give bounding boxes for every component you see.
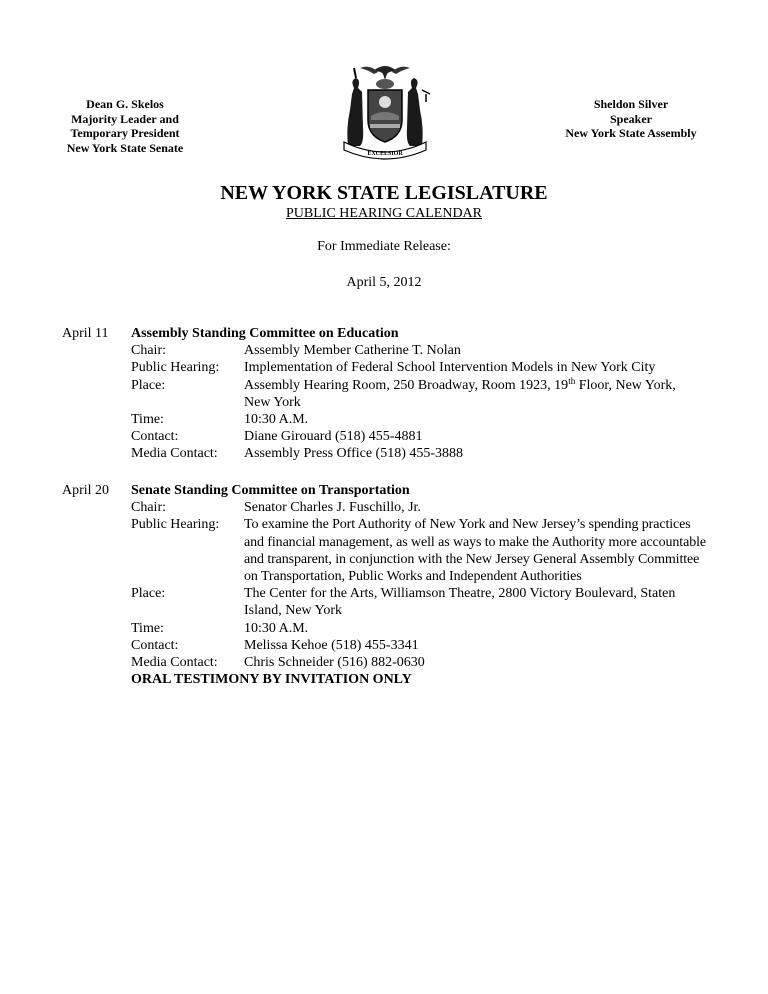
chair-label: Chair: [131,343,166,359]
contact-value: Diane Girouard (518) 455-4881 [244,429,423,445]
assembly-speaker-name: Sheldon Silver [593,97,669,111]
media-contact-value: Chris Schneider (516) 882-0630 [244,655,425,671]
seal-figure-liberty [347,78,363,146]
chair-row [131,342,722,359]
time-row [131,620,722,637]
seal-motto: EXCELSIOR [367,151,403,157]
media-contact-row [131,654,722,671]
senate-leader-name: Dean G. Skelos [86,97,164,111]
release-label: For Immediate Release: [317,239,451,254]
time-label: Time: [131,412,164,428]
public-hearing-value: Implementation of Federal School Intervention Models in New York City [244,360,656,376]
committee-name: Assembly Standing Committee on Education [131,326,399,341]
hearing-entry [62,482,722,688]
contact-row [131,637,722,654]
contact-label: Contact: [131,429,179,445]
page-subtitle-text: PUBLIC HEARING CALENDAR [286,206,482,221]
chair-value: Assembly Member Catherine T. Nolan [244,343,461,359]
place-label: Place: [131,377,166,393]
place-value [244,377,684,411]
contact-value: Melissa Kehoe (518) 455-3341 [244,637,419,653]
contact-label: Contact: [131,637,179,653]
assembly-speaker-title-1: Speaker [610,111,652,126]
hearing-entry [62,325,722,463]
seal-figure-justice [407,78,423,146]
committee-name: Senate Standing Committee on Transportation [131,483,410,498]
place-row [131,585,722,619]
assembly-speaker-block [548,97,714,141]
place-label: Place: [131,586,166,602]
new-york-state-seal [330,58,440,160]
chair-label: Chair: [131,500,166,516]
place-value-start: Assembly Hearing Room, 250 Broadway, Room 1923, 19 [244,377,569,393]
assembly-speaker-title-2: New York State Assembly [565,126,697,141]
place-row [131,377,722,411]
senate-leader-title-2: Temporary President [70,126,180,141]
release-date: April 5, 2012 [346,275,422,290]
time-value: 10:30 A.M. [244,620,309,636]
place-value-end: Floor, New York, New York [244,377,676,410]
media-contact-value: Assembly Press Office (518) 455-3888 [244,446,464,462]
chair-row [131,499,722,516]
senate-leader-block [40,97,210,156]
senate-leader-title-3: New York State Senate [66,141,184,156]
senate-leader-title-1: Majority Leader and [71,111,179,126]
media-contact-label: Media Contact: [131,446,218,462]
public-hearing-label: Public Hearing: [131,360,220,376]
page-title: NEW YORK STATE LEGISLATURE [220,182,548,204]
time-row [131,411,722,428]
chair-value: Senator Charles J. Fuschillo, Jr. [244,500,421,516]
place-value: The Center for the Arts, Williamson Theatre, 2800 Victory Boulevard, Staten Island, New York [244,586,676,619]
hearing-date: April 20 [62,483,110,498]
hearing-date: April 11 [62,326,109,341]
public-hearing-row [131,516,722,585]
testimony-note: ORAL TESTIMONY BY INVITATION ONLY [131,672,412,688]
time-value: 10:30 A.M. [244,412,309,428]
media-contact-row [131,445,722,462]
time-label: Time: [131,620,164,636]
public-hearing-row [131,359,722,376]
media-contact-label: Media Contact: [131,655,218,671]
contact-row [131,428,722,445]
place-value-ordinal: th [568,375,576,386]
public-hearing-value: To examine the Port Authority of New York and New Jersey’s spending practices and financial management, as well as ways to make the Authority more accountable and transparent, in conjunction with the New Jersey General Assembly Committee on Transportation, Public Works and Independent Authorities [244,517,707,585]
public-hearing-label: Public Hearing: [131,517,220,533]
page-subtitle [0,205,768,222]
